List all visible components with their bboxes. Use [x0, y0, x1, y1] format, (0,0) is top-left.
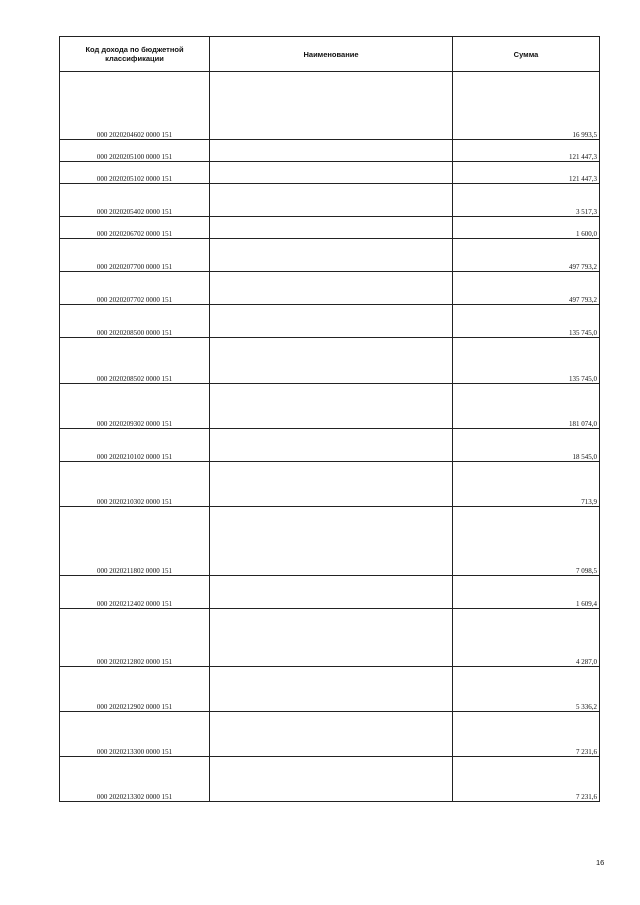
row-name [210, 305, 453, 338]
row-name [210, 576, 453, 609]
table-row [60, 667, 600, 712]
row-name [210, 757, 453, 802]
table-row [60, 384, 600, 429]
row-name [210, 712, 453, 757]
table-row [60, 576, 600, 609]
row-code: 000 2020204602 0000 151 [60, 72, 210, 140]
row-sum: 7 098,5 [453, 507, 600, 576]
budget-table [59, 36, 600, 802]
row-name [210, 140, 453, 162]
table-row [60, 429, 600, 462]
table-row [60, 140, 600, 162]
row-sum: 713,9 [453, 462, 600, 507]
row-sum: 7 231,6 [453, 712, 600, 757]
row-sum: 497 793,2 [453, 239, 600, 272]
row-code: 000 2020213302 0000 151 [60, 757, 210, 802]
row-code: 000 2020208502 0000 151 [60, 338, 210, 384]
header-code: Код дохода по бюджетной классификации [60, 37, 210, 72]
row-sum: 181 074,0 [453, 384, 600, 429]
table-row [60, 272, 600, 305]
table-row [60, 462, 600, 507]
row-name [210, 384, 453, 429]
table-row [60, 217, 600, 239]
row-sum: 497 793,2 [453, 272, 600, 305]
table-header-row [60, 37, 600, 72]
table-row [60, 184, 600, 217]
table-row [60, 338, 600, 384]
row-code: 000 2020205100 0000 151 [60, 140, 210, 162]
row-name [210, 667, 453, 712]
row-code: 000 2020213300 0000 151 [60, 712, 210, 757]
table-row [60, 757, 600, 802]
row-code: 000 2020207702 0000 151 [60, 272, 210, 305]
table-row [60, 239, 600, 272]
row-code: 000 2020206702 0000 151 [60, 217, 210, 239]
row-name [210, 429, 453, 462]
row-sum: 135 745,0 [453, 305, 600, 338]
row-name [210, 462, 453, 507]
row-code: 000 2020205402 0000 151 [60, 184, 210, 217]
table-row [60, 712, 600, 757]
table-row [60, 305, 600, 338]
header-sum: Сумма [453, 37, 600, 72]
row-name [210, 217, 453, 239]
table-row [60, 507, 600, 576]
row-name [210, 239, 453, 272]
row-sum: 3 517,3 [453, 184, 600, 217]
row-sum: 7 231,6 [453, 757, 600, 802]
row-sum: 1 609,4 [453, 576, 600, 609]
row-sum: 1 600,0 [453, 217, 600, 239]
row-sum: 4 287,0 [453, 609, 600, 667]
row-sum: 135 745,0 [453, 338, 600, 384]
row-sum: 16 993,5 [453, 72, 600, 140]
row-code: 000 2020209302 0000 151 [60, 384, 210, 429]
row-code: 000 2020212902 0000 151 [60, 667, 210, 712]
row-sum: 121 447,3 [453, 140, 600, 162]
row-name [210, 338, 453, 384]
row-sum: 18 545,0 [453, 429, 600, 462]
row-code: 000 2020207700 0000 151 [60, 239, 210, 272]
table-row [60, 72, 600, 140]
row-name [210, 272, 453, 305]
row-code: 000 2020210102 0000 151 [60, 429, 210, 462]
header-name: Наименование [210, 37, 453, 72]
row-name [210, 72, 453, 140]
row-code: 000 2020211802 0000 151 [60, 507, 210, 576]
row-code: 000 2020205102 0000 151 [60, 162, 210, 184]
row-name [210, 162, 453, 184]
row-sum: 5 336,2 [453, 667, 600, 712]
row-code: 000 2020208500 0000 151 [60, 305, 210, 338]
row-name [210, 184, 453, 217]
row-code: 000 2020210302 0000 151 [60, 462, 210, 507]
row-sum: 121 447,3 [453, 162, 600, 184]
row-code: 000 2020212802 0000 151 [60, 609, 210, 667]
page-number: 16 [596, 858, 605, 867]
table-row [60, 162, 600, 184]
row-name [210, 609, 453, 667]
row-code: 000 2020212402 0000 151 [60, 576, 210, 609]
row-name [210, 507, 453, 576]
table-row [60, 609, 600, 667]
